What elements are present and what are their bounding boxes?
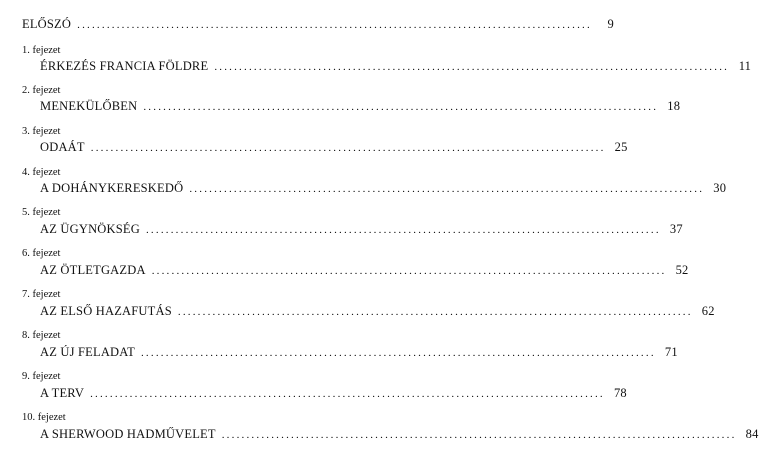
chapter-label: 10. fejezet — [22, 412, 66, 423]
entry-title: AZ ÚJ FELADAT — [40, 345, 135, 359]
toc-entry-chapter-7 — [40, 304, 715, 319]
toc-entry-chapter-6 — [40, 263, 689, 278]
entry-page: 11 — [738, 59, 752, 73]
dot-leader: ........................................................................................................ — [214, 61, 730, 73]
toc-entry-chapter-10 — [40, 427, 759, 442]
chapter-label: 2. fejezet — [22, 85, 61, 96]
toc-entry-chapter-1 — [40, 59, 752, 74]
entry-page: 30 — [713, 181, 727, 195]
entry-title: A SHERWOOD HADMŰVELET — [40, 427, 216, 441]
toc-entry-chapter-8 — [40, 345, 678, 360]
entry-page: 84 — [745, 427, 759, 441]
entry-title: MENEKÜLŐBEN — [40, 99, 138, 113]
toc-entry-chapter-2 — [40, 99, 681, 114]
dot-leader: ........................................................................................................ — [143, 101, 659, 113]
dot-leader: ........................................................................................................ — [177, 306, 693, 318]
dot-leader: ........................................................................................................ — [90, 142, 606, 154]
dot-leader: ........................................................................................................ — [77, 19, 592, 31]
entry-title: ÉRKEZÉS FRANCIA FÖLDRE — [40, 59, 209, 73]
chapter-label: 5. fejezet — [22, 207, 61, 218]
dot-leader: ........................................................................................................ — [90, 388, 605, 400]
toc-entry-chapter-5 — [40, 222, 683, 237]
entry-page: 18 — [667, 99, 681, 113]
toc-entry-chapter-9 — [40, 386, 627, 401]
entry-title: AZ ÖTLETGAZDA — [40, 263, 146, 277]
chapter-label: 8. fejezet — [22, 330, 61, 341]
entry-page: 37 — [669, 222, 683, 236]
entry-page: 62 — [701, 304, 715, 318]
entry-page: 9 — [607, 17, 614, 31]
entry-title: A TERV — [40, 386, 85, 400]
dot-leader: ........................................................................................................ — [145, 224, 661, 236]
toc-entry-chapter-3 — [40, 140, 628, 155]
entry-page: 78 — [613, 386, 627, 400]
chapter-label: 3. fejezet — [22, 126, 61, 137]
entry-page: 52 — [675, 263, 689, 277]
entry-title: ELŐSZÓ — [22, 17, 72, 31]
chapter-label: 4. fejezet — [22, 167, 61, 178]
toc-entry-chapter-4 — [40, 181, 727, 196]
dot-leader: ........................................................................................................ — [151, 265, 667, 277]
toc-entry-foreword — [22, 17, 614, 32]
chapter-label: 1. fejezet — [22, 45, 61, 56]
chapter-label: 7. fejezet — [22, 289, 61, 300]
dot-leader: ........................................................................................................ — [140, 347, 656, 359]
entry-title: A DOHÁNYKERESKEDŐ — [40, 181, 184, 195]
chapter-label: 6. fejezet — [22, 248, 61, 259]
dot-leader: ........................................................................................................ — [189, 183, 705, 195]
entry-page: 25 — [614, 140, 628, 154]
entry-title: ODAÁT — [40, 140, 85, 154]
entry-title: AZ ÜGYNÖKSÉG — [40, 222, 140, 236]
entry-title: AZ ELSŐ HAZAFUTÁS — [40, 304, 172, 318]
chapter-label: 9. fejezet — [22, 371, 61, 382]
entry-page: 71 — [664, 345, 678, 359]
dot-leader: ........................................................................................................ — [221, 429, 737, 441]
